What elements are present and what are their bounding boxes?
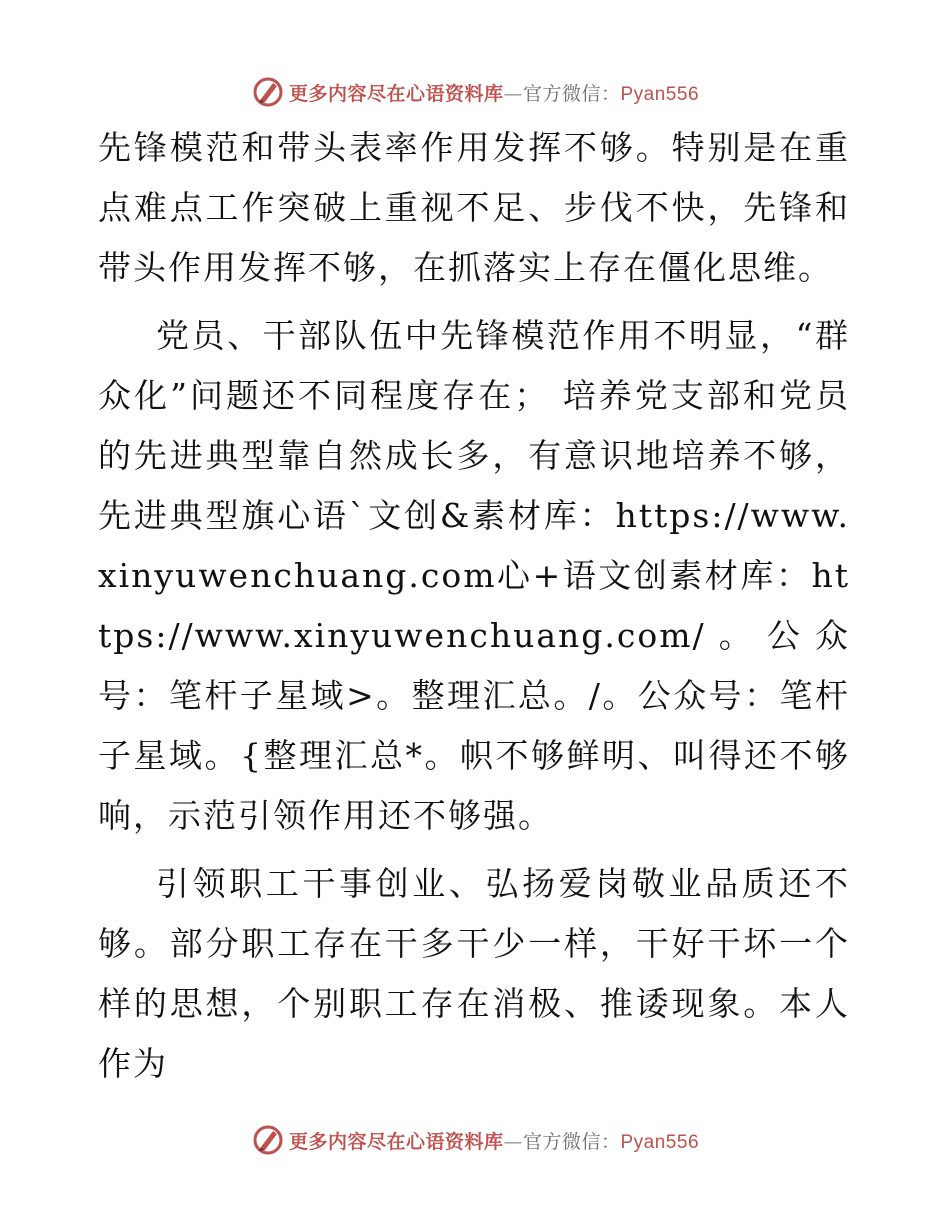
paragraph-3: 引领职工干事创业、弘扬爱岗敬业品质还不够。部分职工存在干多干少一样，干好干坏一个样的思想，个别职工存在消极、推诿现象。本人作为 bbox=[98, 864, 850, 1083]
footer-banner-dash: — bbox=[503, 1130, 523, 1153]
footer-banner-text bbox=[289, 1127, 699, 1154]
header-banner-label: 官方微信： bbox=[522, 82, 621, 105]
footer-banner-label: 官方微信： bbox=[522, 1130, 621, 1153]
document-body bbox=[98, 118, 850, 1102]
pen-logo-icon bbox=[251, 75, 285, 109]
header-banner-dash: — bbox=[503, 82, 523, 105]
paragraph-1: 先锋模范和带头表率作用发挥不够。特别是在重点难点工作突破上重视不足、步伐不快，先锋和带头作用发挥不够，在抓落实上存在僵化思维。 bbox=[98, 128, 850, 287]
header-banner-account: Pyan556 bbox=[620, 83, 700, 105]
header-banner-text bbox=[289, 79, 699, 106]
header-banner-main: 更多内容尽在心语资料库 bbox=[288, 82, 504, 105]
header-banner bbox=[0, 72, 950, 112]
footer-banner-main: 更多内容尽在心语资料库 bbox=[288, 1130, 504, 1153]
paragraph-2: 党员、干部队伍中先锋模范作用不明显，“群众化”问题还不同程度存在； 培养党支部和党员的先进典型靠自然成长多，有意识地培养不够，先进典型旗心语`文创&素材库：https://www.xinyuwenchuang.com心+语文创素材库：https://www.xinyuwenchuang.com/。公众号：笔杆子星域>。整理汇总。/。公众号：笔杆子星域。{整理汇总*。帜不够鲜明、叫得还不够响，示范引领作用还不够强。 bbox=[98, 316, 850, 835]
footer-banner bbox=[0, 1120, 950, 1160]
footer-banner-account: Pyan556 bbox=[620, 1131, 700, 1153]
pen-logo-icon bbox=[251, 1123, 285, 1157]
